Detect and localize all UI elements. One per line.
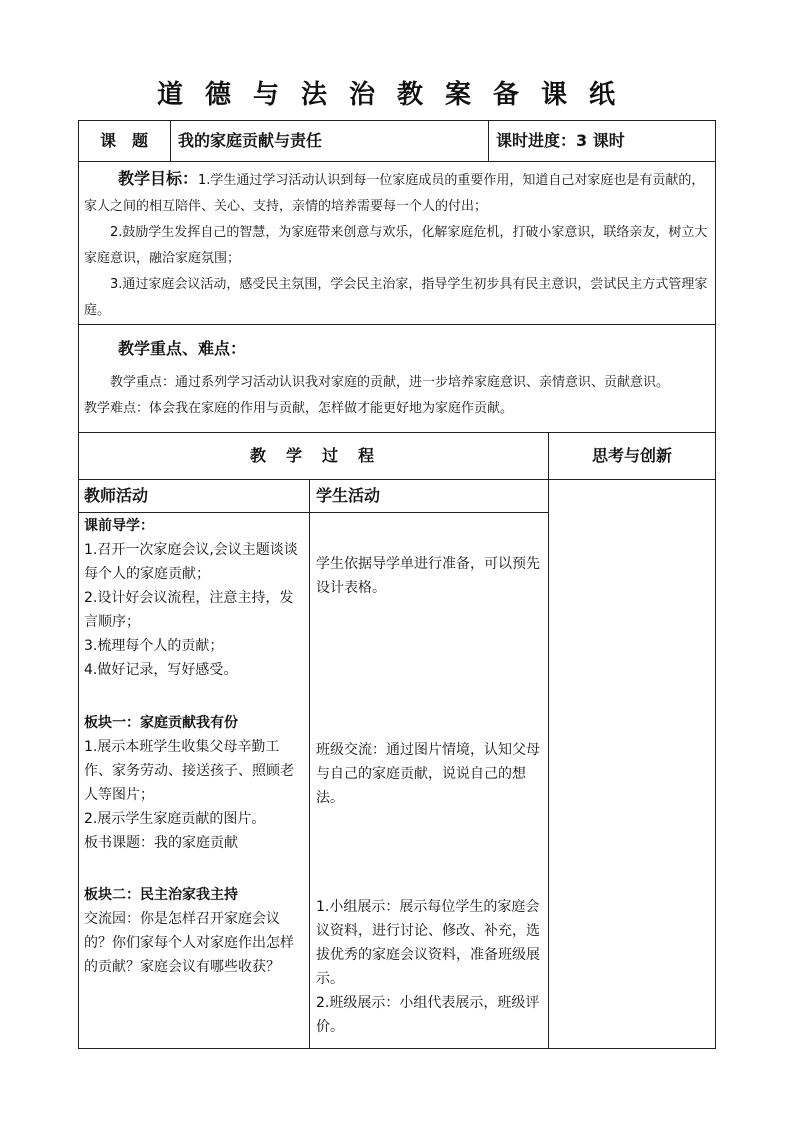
objective-item-2: 2.鼓励学生发挥自己的智慧，为家庭带来创意与欢乐，化解家庭危机，打破小家意识，联络亲友，树立大家庭意识，融洽家庭氛围； [84,225,708,266]
block2-text: 交流园：你是怎样召开家庭会议的？你们家每个人对家庭作出怎样的贡献？家庭会议有哪些收获？ [84,911,294,975]
objectives-label: 教学目标： [118,169,199,188]
progress-value: 课时进度：3 课时 [496,131,625,150]
col-divider [170,120,171,161]
student-group-display: 1.小组展示：展示每位学生的家庭会议资料，进行讨论、修改、补充，选拔优秀的家庭会议资料，准备班级展示。 [316,899,540,987]
topic-label: 课 题 [99,131,148,150]
student-activity-block2 [316,895,542,1039]
teacher-activities [84,514,304,979]
block2-title: 板块二：民主治家我主持 [84,887,238,903]
block1-item: 板书课题：我的家庭贡献 [84,835,238,851]
row-divider [78,161,716,162]
row-divider [78,512,548,513]
table-border-bottom [78,1048,716,1049]
pre-study-item: 2.设计好会议流程，注意主持，发言顺序； [84,590,294,630]
objective-item-1: 1.学生通过学习活动认识到每一位家庭成员的重要作用，知道自己对家庭也是有贡献的，家人之间的相互陪伴、关心、支持，亲情的培养需要每一个人的付出； [84,173,705,214]
key-difficulty: 教学难点：体会我在家庭的作用与贡献，怎样做才能更好地为家庭作贡献。 [84,401,514,416]
student-activity-heading: 学生活动 [316,486,381,505]
pre-study-item: 1.召开一次家庭会议,会议主题谈谈每个人的家庭贡献； [84,542,298,582]
objective-item-3: 3.通过家庭会议活动，感受民主氛围，学会民主治家，指导学生初步具有民主意识，尝试民主方式管理家庭。 [84,277,708,318]
pre-study-item: 3.梳理每个人的贡献； [84,638,224,654]
table-border-left [78,120,79,1049]
col-divider [548,432,549,1049]
table-border-right [715,120,716,1049]
student-activity-block1: 班级交流：通过图片情境，认知父母与自己的家庭贡献，说说自己的想法。 [316,742,540,806]
lesson-plan-table [78,120,716,1049]
col-divider [309,479,310,1049]
student-activity-prep: 学生依据导学单进行准备，可以预先设计表格。 [316,556,540,596]
block1-item: 1.展示本班学生收集父母辛勤工作、家务劳动、接送孩子、照顾老人等图片； [84,739,294,803]
topic-value: 我的家庭贡献与责任 [178,131,323,150]
teacher-activity-heading: 教师活动 [84,486,149,505]
keypoints-section [84,334,712,422]
page-title: 道德与法治教案备课纸 [156,80,637,110]
reflection-heading: 思考与创新 [591,446,672,465]
process-heading: 教 学 过 程 [249,446,376,465]
student-class-display: 2.班级展示：小组代表展示，班级评价。 [316,995,540,1035]
pre-study-item: 4.做好记录，写好感受。 [84,662,238,678]
objectives-section [84,166,712,324]
key-focus: 教学重点：通过系列学习活动认识我对家庭的贡献，进一步培养家庭意识、亲情意识、贡献意识。 [110,375,670,390]
block1-title: 板块一：家庭贡献我有份 [84,715,238,731]
keypoints-label: 教学重点、难点： [118,339,247,358]
row-divider [78,324,716,325]
col-divider [488,120,489,161]
block1-item: 2.展示学生家庭贡献的图片。 [84,811,266,827]
pre-study-title: 课前导学： [84,518,154,534]
